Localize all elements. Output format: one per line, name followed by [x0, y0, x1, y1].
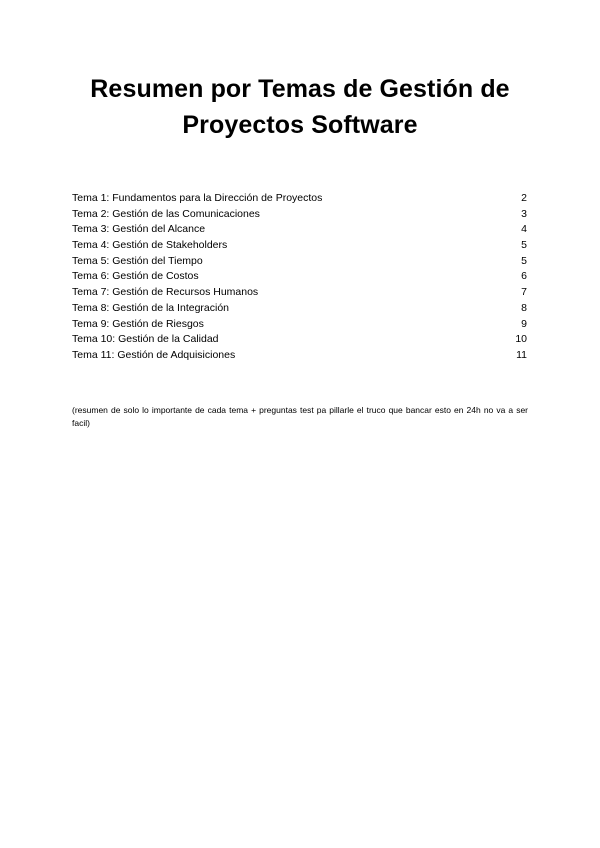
toc-entry-page: 7: [521, 286, 527, 299]
toc-entry[interactable]: [72, 301, 527, 317]
toc-entry-label: Tema 9: Gestión de Riesgos: [72, 317, 204, 330]
toc-entry-label: Tema 7: Gestión de Recursos Humanos: [72, 286, 259, 299]
toc-entry-label: Tema 3: Gestión del Alcance: [72, 223, 206, 236]
toc-entry-label: Tema 4: Gestión de Stakeholders: [72, 239, 228, 252]
toc-entry[interactable]: [72, 269, 527, 285]
toc-entry-label: Tema 8: Gestión de la Integración: [72, 301, 230, 314]
toc-entry-label: Tema 11: Gestión de Adquisiciones: [72, 348, 236, 361]
toc-entry[interactable]: [72, 348, 527, 364]
toc-entry-page: 8: [521, 301, 527, 314]
toc-entry[interactable]: [72, 332, 527, 348]
toc-entry-label: Tema 10: Gestión de la Calidad: [72, 333, 219, 346]
toc-entry-page: 11: [516, 348, 527, 361]
summary-note: (resumen de solo lo importante de cada tema + preguntas test pa pillarle el truco que bancar esto en 24h no va a ser facil): [72, 405, 528, 428]
toc-entry-page: 10: [515, 333, 527, 346]
toc-entry-page: 2: [521, 192, 527, 204]
toc-entry-label: Tema 5: Gestión del Tiempo: [72, 254, 203, 267]
table-of-contents: [72, 191, 527, 364]
toc-entry-page: 5: [521, 254, 527, 267]
toc-entry[interactable]: [72, 207, 527, 223]
toc-entry-page: 5: [521, 239, 527, 252]
toc-entry-label: Tema 6: Gestión de Costos: [72, 270, 199, 283]
page-title: [40, 71, 560, 143]
toc-entry-page: 4: [521, 223, 527, 236]
toc-entry-label: Tema 2: Gestión de las Comunicaciones: [72, 207, 260, 220]
toc-entry[interactable]: [72, 254, 527, 270]
title-line-2: Proyectos Software: [182, 111, 418, 139]
toc-entry[interactable]: [72, 222, 527, 238]
toc-entry[interactable]: [72, 191, 527, 207]
toc-entry[interactable]: [72, 317, 527, 333]
toc-entry[interactable]: [72, 285, 527, 301]
toc-entry-page: 3: [521, 207, 527, 220]
toc-entry[interactable]: [72, 238, 527, 254]
title-line-1: Resumen por Temas de Gestión de: [90, 75, 510, 103]
toc-entry-label: Tema 1: Fundamentos para la Dirección de Proyectos: [72, 192, 323, 204]
toc-entry-page: 6: [521, 270, 527, 283]
toc-entry-page: 9: [521, 317, 527, 330]
